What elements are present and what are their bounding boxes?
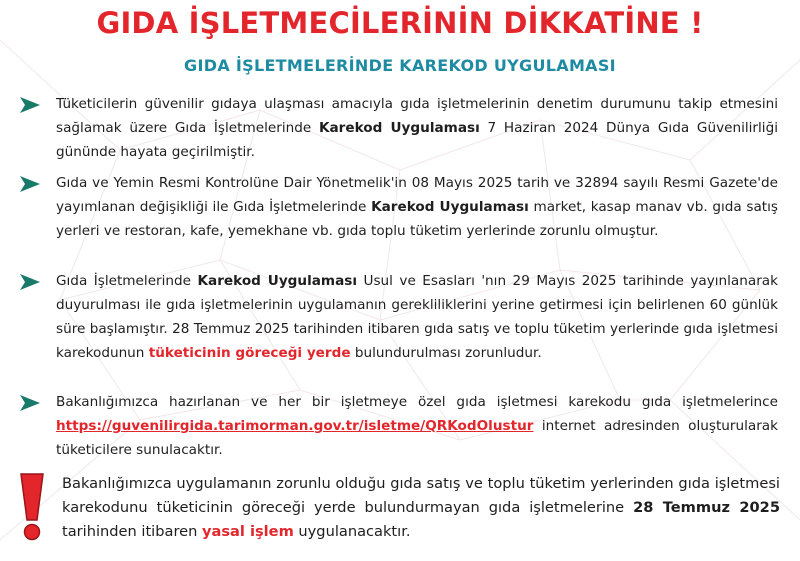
emphasis-text: Karekod Uygulaması — [197, 273, 358, 289]
highlight-text: tüketicinin göreceği yerde — [148, 345, 351, 361]
arrow-bullet-icon — [18, 94, 44, 116]
text-segment: Gıda ve Yemin Resmi Kontrolüne Dair Yönetmelik'in 08 Mayıs 2025 tarih ve 32894 sayılı Resmi Gazete'de yayımlanan değişikliği ile Gıda İşletmelerinde — [56, 175, 778, 215]
emphasis-text: Karekod Uygulaması — [371, 199, 529, 215]
info-paragraph — [56, 390, 778, 462]
arrow-bullet-icon — [18, 271, 44, 293]
text-segment: Bakanlığımızca uygulamanın zorunlu olduğu gıda satış ve toplu tüketim yerlerinden gıda işletmesi karekodunu tüketicinin göreceği yerde bulundurmayan gıda işletmelerine — [62, 475, 780, 516]
deadline-date: 28 Temmuz 2025 — [633, 499, 780, 516]
text-segment: tarihinden itibaren — [62, 523, 202, 540]
text-segment: market, kasap manav vb. gıda satış yerleri ve restoran, kafe, yemekhane vb. gıda toplu tüketim yerlerinde zorunlu olmuştur. — [56, 199, 778, 239]
qr-code-link[interactable]: https://guvenilirgida.tarimorman.gov.tr/isletme/QRKodOlustur — [56, 418, 534, 434]
info-paragraph — [56, 92, 778, 164]
warning-block — [10, 472, 780, 544]
warning-text — [62, 472, 780, 544]
text-segment: Tüketicilerin güvenilir gıdaya ulaşması amacıyla gıda işletmelerinin denetim durumunu takip etmesini sağlamak üzere Gıda İşletmelerinde — [56, 96, 778, 136]
text-segment: bulundurulması zorunludur. — [350, 345, 542, 361]
arrow-bullet-icon — [18, 173, 44, 195]
info-item-2 — [18, 171, 778, 243]
page-title: GIDA İŞLETMECİLERİNİN DİKKATİNE ! — [96, 6, 704, 40]
text-segment: Usul ve Esasları 'nın 29 Mayıs 2025 tarihinde yayınlanarak duyurulması ile gıda işletmelerinin uygulamanın gerekliliklerini yerine getirmesi için belirlenen 60 günlük süre başlamıştır. 28 Temmuz 2025 tarihinden itibaren gıda satış ve toplu tüketim yerlerinde gıda işletmesi karekodunun — [56, 273, 778, 361]
arrow-bullet-icon — [18, 392, 44, 414]
text-segment: Gıda İşletmelerinde — [56, 273, 198, 289]
info-item-4 — [18, 390, 778, 462]
info-item-1 — [18, 92, 778, 164]
exclamation-icon — [12, 472, 52, 542]
info-paragraph — [56, 269, 778, 365]
text-segment: Bakanlığımızca hazırlanan ve her bir işletmeye özel gıda işletmesi karekodu gıda işletmelerince — [56, 394, 778, 410]
text-segment: internet adresinden oluşturularak tüketicilere sunulacaktır. — [56, 418, 778, 458]
page-subtitle: GIDA İŞLETMELERİNDE KAREKOD UYGULAMASI — [184, 56, 616, 75]
emphasis-text: Karekod Uygulaması — [318, 120, 480, 136]
info-item-3 — [18, 269, 778, 365]
info-paragraph — [56, 171, 778, 243]
legal-action-text: yasal işlem — [202, 523, 294, 540]
text-segment: 7 Haziran 2024 Dünya Gıda Güvenilirliği gününde hayata geçirilmiştir. — [56, 120, 778, 160]
text-segment: uygulanacaktır. — [293, 523, 411, 540]
